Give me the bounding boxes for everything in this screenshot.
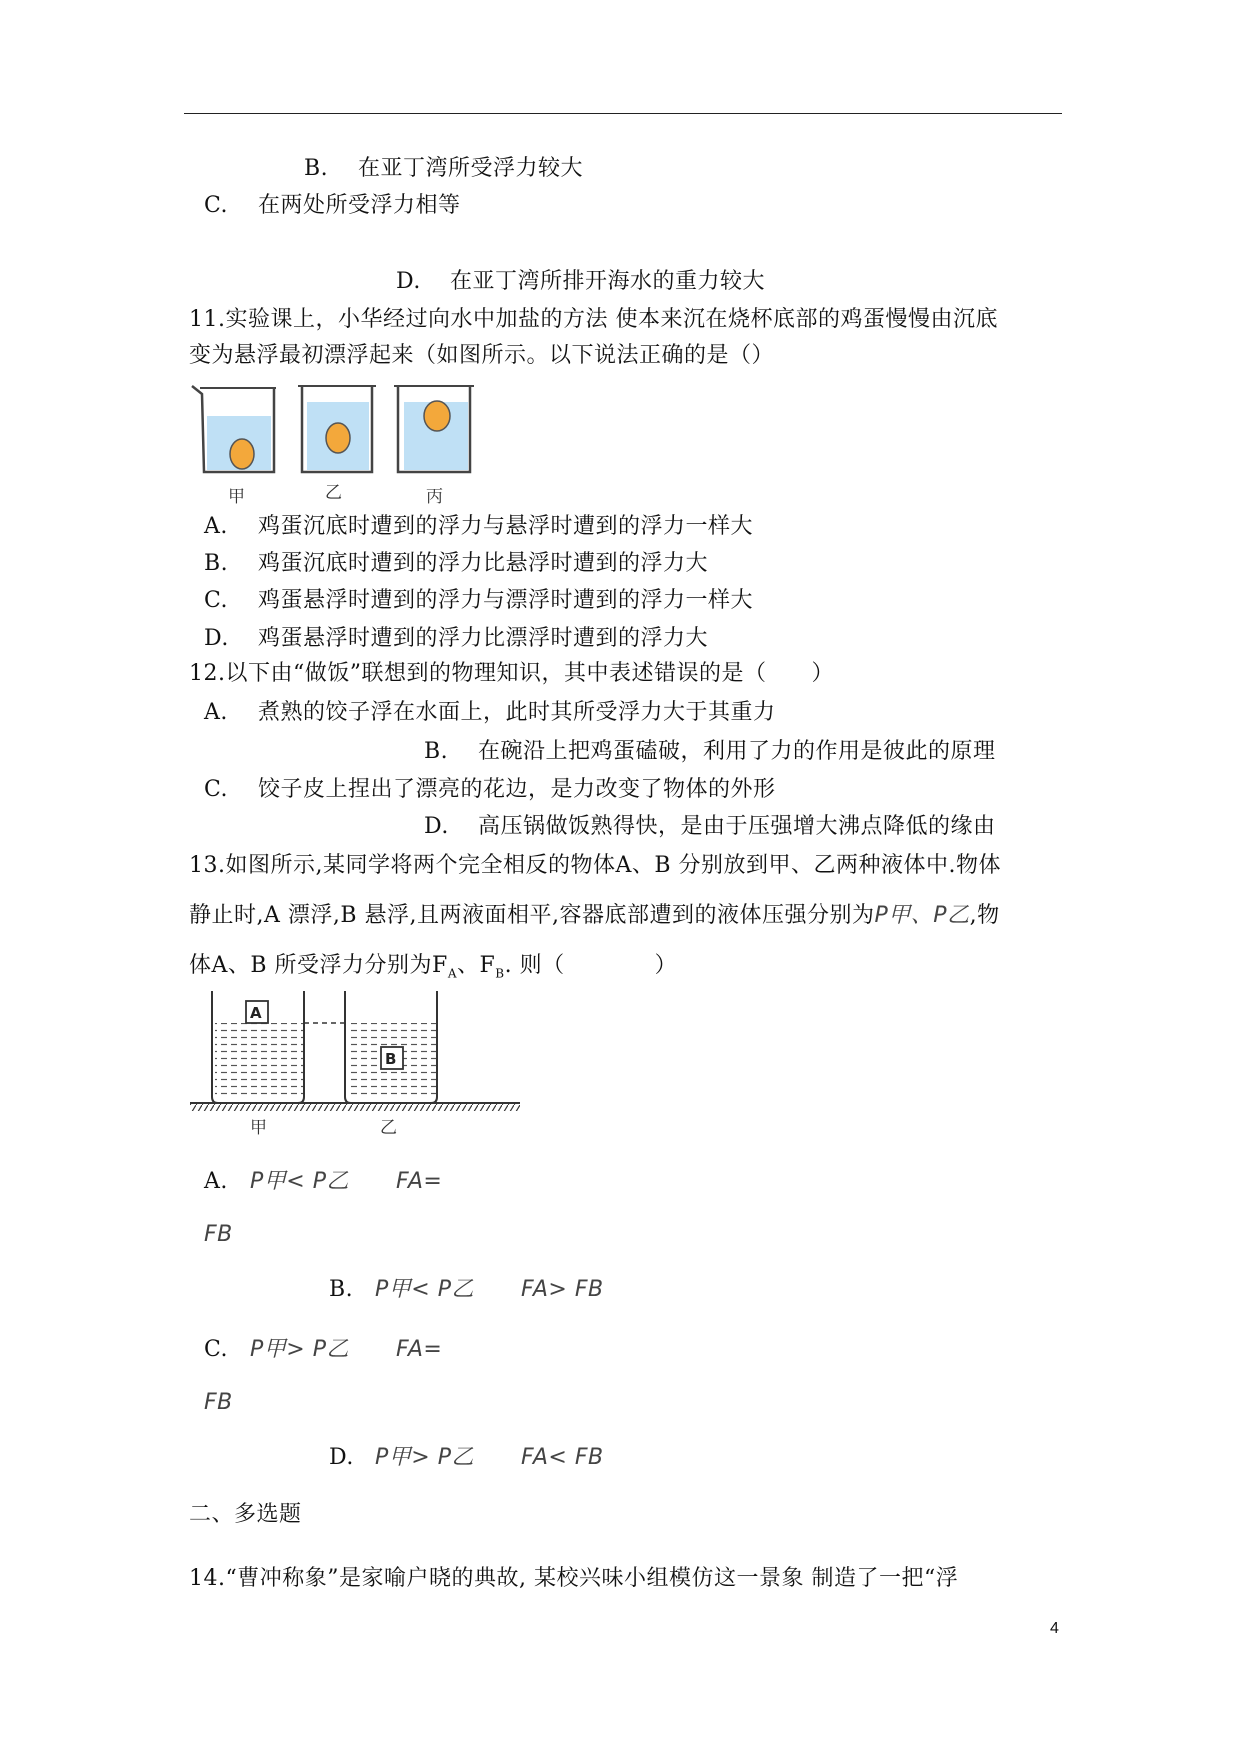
q11-option-c: C. 鸡蛋悬浮时遭到的浮力与漂浮时遭到的浮力一样大 <box>204 588 754 613</box>
q11-option-a: A. 鸡蛋沉底时遭到的浮力与悬浮时遭到的浮力一样大 <box>204 514 754 539</box>
q12-option-c: C. 饺子皮上捏出了漂亮的花边，是力改变了物体的外形 <box>204 777 776 802</box>
container-yi-label: 乙 <box>380 1118 397 1135</box>
q13-stem-line3: 体A、B 所受浮力分别为$F_A$、$F_B$. 则（ ） <box>189 953 678 981</box>
container-yi <box>345 991 437 1103</box>
q13-pressure-symbols: P甲、P乙 <box>874 903 970 928</box>
q13-option-d: D. P甲> P乙 FA< FB <box>329 1445 604 1470</box>
container-jia <box>212 991 304 1103</box>
section-heading: 二、多选题 <box>189 1502 302 1527</box>
object-a-label: A <box>250 1004 262 1022</box>
beaker-jia <box>192 386 276 472</box>
q11-beakers-figure <box>190 380 490 510</box>
q11-option-b: B. 鸡蛋沉底时遭到的浮力比悬浮时遭到的浮力大 <box>204 551 709 576</box>
header-rule <box>184 113 1062 114</box>
q12-option-d: D. 高压锅做饭熟得快，是由于压强增大沸点降低的缘由 <box>424 814 996 839</box>
label-jia: 甲 <box>228 487 245 507</box>
q13-stem-line2: 静止时,A 漂浮,B 悬浮,且两液面相平,容器底部遭到的液体压强分别为P甲、P乙,物 <box>189 903 1000 928</box>
q13-option-a: A. P甲< P乙 FA= <box>204 1169 443 1194</box>
label-bing: 丙 <box>426 487 443 507</box>
q13-containers-figure <box>190 985 520 1135</box>
q11-stem-line2: 变为悬浮最初漂浮起来（如图所示。以下说法正确的是（） <box>189 343 775 368</box>
beaker-bing <box>394 386 474 472</box>
q10-option-c: C. 在两处所受浮力相等 <box>204 193 461 218</box>
container-jia-label: 甲 <box>250 1118 267 1135</box>
q13-option-c-cont: FB <box>204 1390 233 1415</box>
q13-option-b: B. P甲< P乙 FA> FB <box>329 1277 604 1302</box>
q14-stem-line1: 14.“曹冲称象”是家喻户晓的典故, 某校兴味小组模仿这一景象 制造了一把“浮 <box>189 1566 959 1591</box>
q12-option-b: B. 在碗沿上把鸡蛋磕破，利用了力的作用是彼此的原理 <box>424 739 996 764</box>
q11-stem-line1: 11.实验课上，小华经过向水中加盐的方法 使本来沉在烧杯底部的鸡蛋慢慢由沉底 <box>189 307 998 332</box>
q11-option-d: D. 鸡蛋悬浮时遭到的浮力比漂浮时遭到的浮力大 <box>204 626 709 651</box>
q10-option-b: B. 在亚丁湾所受浮力较大 <box>304 156 584 181</box>
page-number: 4 <box>1050 1620 1059 1637</box>
q13-option-a-cont: FB <box>204 1222 233 1247</box>
label-yi: 乙 <box>325 483 342 503</box>
q12-option-a: A. 煮熟的饺子浮在水面上，此时其所受浮力大于其重力 <box>204 700 776 725</box>
beaker-yi <box>298 386 376 472</box>
q12-stem: 12.以下由“做饭”联想到的物理知识，其中表述错误的是（ ） <box>189 661 834 686</box>
q13-stem-line1: 13.如图所示,某同学将两个完全相反的物体A、B 分别放到甲、乙两种液体中.物体 <box>189 853 1002 878</box>
q10-option-d: D. 在亚丁湾所排开海水的重力较大 <box>396 269 766 294</box>
object-b-label: B <box>385 1050 397 1068</box>
q13-option-c: C. P甲> P乙 FA= <box>204 1337 443 1362</box>
